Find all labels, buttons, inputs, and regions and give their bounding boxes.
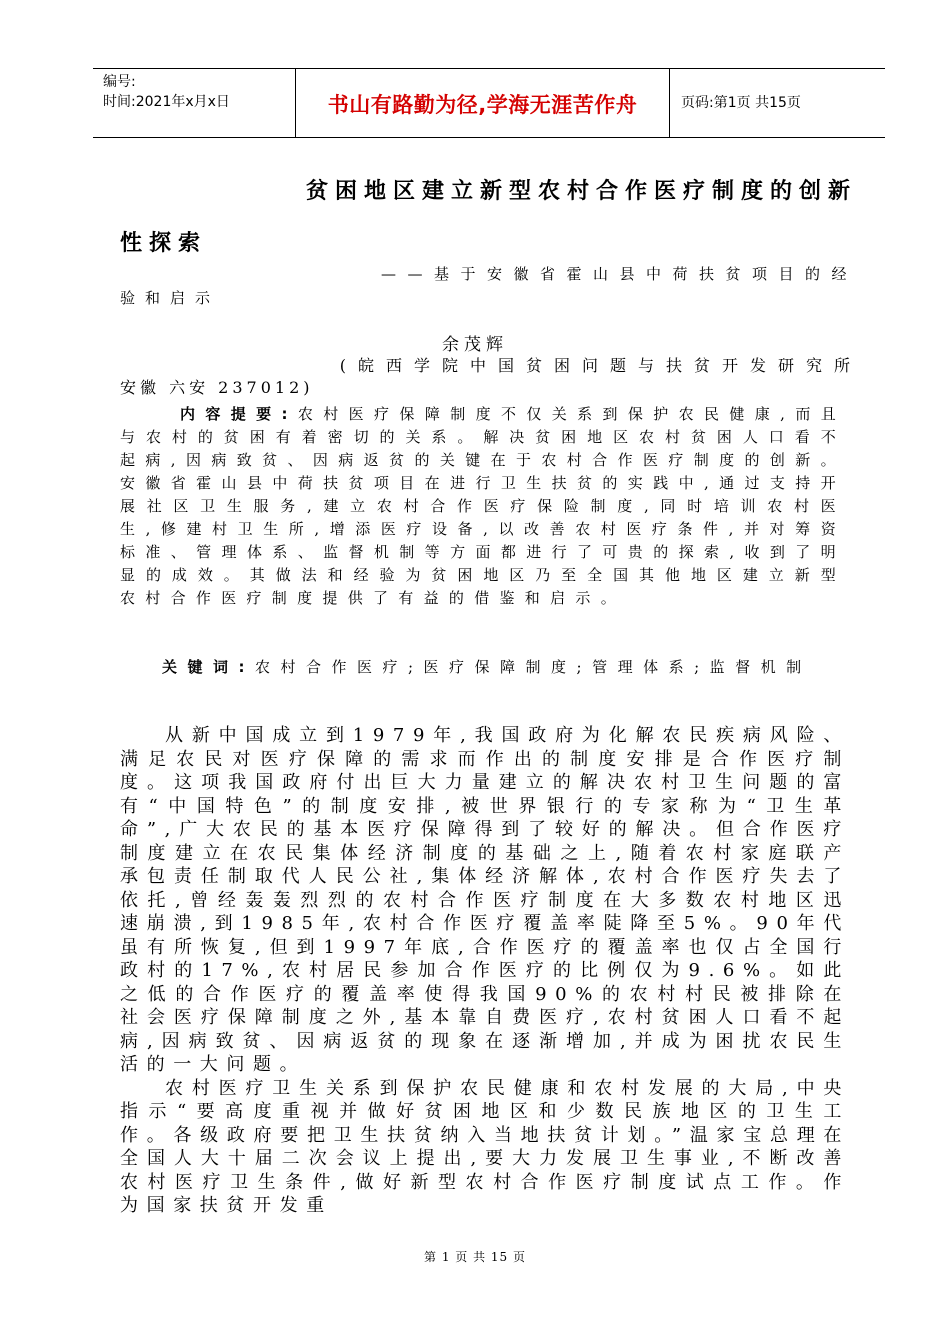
abstract — [120, 403, 846, 610]
document-subtitle — [120, 262, 858, 310]
author-name: 余茂辉 — [442, 335, 508, 355]
keywords — [120, 656, 846, 679]
subtitle-line-1: ——基于安徽省霍山县中荷扶贫项目的经 — [380, 265, 858, 283]
header-meta — [103, 72, 298, 112]
subtitle-line-2: 验和启示 — [120, 289, 221, 307]
body-paragraph: 从新中国成立到1979年,我国政府为化解农民疾病风险、满足农民对医疗保障的需求而作出的制度安排是合作医疗制度。这项我国政府付出巨大力量建立的解决农村卫生问题的富有“中国特色”的制度安排,被世界银行的专家称为“卫生革命”,广大农民的基本医疗保障得到了较好的解决。但合作医疗制度建立在农民集体经济制度的基础之上,随着农村家庭联产承包责任制取代人民公社,集体经济解体,农村合作医疗失去了依托,曾经轰轰烈烈的农村合作医疗制度在大多数农村地区迅速崩溃,到1985年,农村合作医疗覆盖率陡降至5%。90年代虽有所恢复,但到1997年底,合作医疗的覆盖率也仅占全国行政村的17%,农村居民参加合作医疗的比例仅为9.6%。如此之低的合作医疗的覆盖率使得我国90%的农村村民被排除在社会医疗保障制度之外,基本靠自费医疗,农村贫困人口看不起病,因病致贫、因病返贫的现象在逐渐增加,并成为困扰农民生活的一大问题。 — [120, 725, 850, 1075]
title-line-2: 性探索 — [120, 231, 208, 256]
abstract-label: 内容提要: — [180, 405, 298, 423]
body-paragraph: 农村医疗卫生关系到保护农民健康和农村发展的大局,中央指示“要高度重视并做好贫困地区和少数民族地区的卫生工作。各级政府要把卫生扶贫纳入当地扶贫计划。”温家宝总理在全国人大十届二次会议上提出,要大力发展卫生事业,不断改善农村医疗卫生条件,做好新型农村合作医疗制度试点工作。作为国家扶贫开发重 — [120, 1077, 850, 1216]
page-footer: 第 1 页 共 15 页 — [424, 1250, 526, 1264]
keywords-label: 关键词: — [162, 658, 255, 676]
affiliation-line-1: (皖西学院中国贫困问题与扶贫开发研究所 — [339, 356, 862, 375]
abstract-text: 农村医疗保障制度不仅关系到保护农民健康,而且与农村的贫困有着密切的关系。解决贫困地区农村贫困人口看不起病,因病致贫、因病返贫的关键在于农村合作医疗制度的创新。安徽省霍山县中荷扶贫项目在进行卫生扶贫的实践中,通过支持开展社区卫生服务,建立农村合作医疗保险制度,同时培训农村医生,修建村卫生所,增添医疗设备,以改善农村医疗条件,并对筹资标准、管理体系、监督机制等方面都进行了可贵的探索,收到了明显的成效。其做法和经验为贫困地区乃至全国其他地区建立新型农村合作医疗制度提供了有益的借鉴和启示。 — [120, 405, 846, 607]
page-header — [93, 68, 885, 138]
document-title — [120, 166, 857, 270]
document-number-label: 编号: — [103, 74, 136, 90]
header-motto-cell — [295, 69, 670, 137]
keywords-text: 农村合作医疗;医疗保障制度;管理体系;监督机制 — [255, 658, 812, 676]
header-motto: 书山有路勤为径,学海无涯苦作舟 — [327, 93, 638, 117]
document-time-label: 时间:2021年x月x日 — [103, 94, 230, 110]
body-text — [120, 724, 850, 1218]
header-page-number: 页码:第1页 共15页 — [681, 95, 801, 111]
affiliation-line-2: 安徽 六安 237012) — [120, 378, 314, 397]
author-affiliation — [120, 355, 862, 399]
title-line-1: 贫困地区建立新型农村合作医疗制度的创新 — [305, 179, 857, 204]
